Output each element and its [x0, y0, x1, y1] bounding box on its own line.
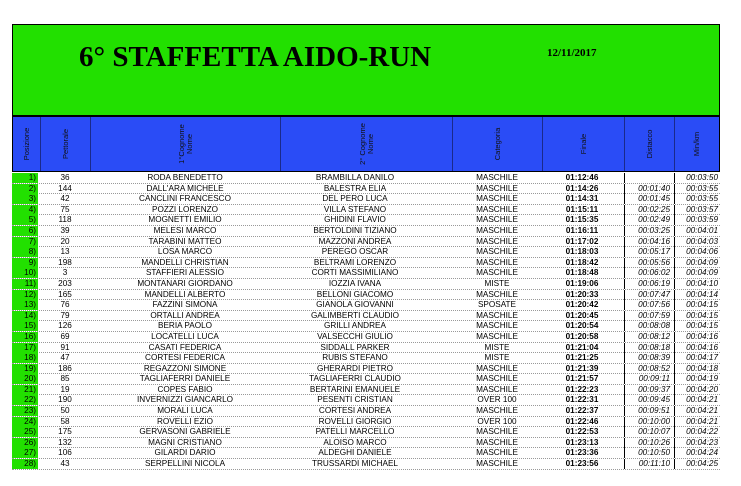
- cell-runner1-name: MAGNI CRISTIANO: [148, 437, 222, 447]
- cell-bib: 144: [58, 183, 72, 193]
- cell-category: OVER 100: [477, 416, 517, 426]
- cell-final-time: 01:19:06: [565, 278, 599, 288]
- cell-runner1-name: MANDELLI ALBERTO: [144, 289, 226, 299]
- cell-pace: 00:04:21: [674, 406, 720, 416]
- cell-runner2-name: VALSECCHI GIULIO: [317, 331, 393, 341]
- cell-final-time: 01:18:48: [565, 268, 599, 278]
- cell-runner2-name: ALDEGHI DANIELE: [318, 448, 392, 458]
- cell-position: 1): [12, 173, 38, 183]
- cell-bib: 43: [60, 459, 70, 469]
- cell-runner2-name: PATELLI MARCELLO: [315, 427, 395, 437]
- cell-gap: 00:09:37: [624, 385, 672, 395]
- cell-bib: 85: [60, 374, 70, 384]
- cell-bib: 58: [60, 416, 70, 426]
- cell-category: MASCHILE: [476, 363, 518, 373]
- cell-final-time: 01:21:57: [565, 374, 599, 384]
- cell-bib: 203: [58, 278, 72, 288]
- cell-position: 18): [12, 353, 38, 363]
- cell-pace: 00:04:22: [674, 427, 720, 437]
- cell-position: 15): [12, 321, 38, 331]
- cell-runner2-name: BELLONI GIACOMO: [316, 289, 394, 299]
- cell-bib: 69: [60, 331, 70, 341]
- cell-runner1-name: DALL'ARA MICHELE: [146, 183, 224, 193]
- cell-final-time: 01:20:42: [565, 300, 599, 310]
- table-header: [12, 116, 720, 172]
- cell-pace: 00:04:06: [674, 247, 720, 257]
- cell-category: MASCHILE: [476, 321, 518, 331]
- cell-gap: 00:02:25: [624, 205, 672, 215]
- cell-gap: 00:09:45: [624, 395, 672, 405]
- cell-pace: 00:04:01: [674, 226, 720, 236]
- cell-pace: 00:04:14: [674, 290, 720, 300]
- cell-runner1-name: SERPELLINI NICOLA: [144, 459, 226, 469]
- cell-category: MASCHILE: [476, 331, 518, 341]
- cell-bib: 76: [60, 300, 70, 310]
- cell-category: MASCHILE: [476, 374, 518, 384]
- cell-position: 26): [12, 438, 38, 448]
- cell-runner2-name: PESENTI CRISTIAN: [317, 395, 393, 405]
- header-posizione: Posizione: [13, 117, 41, 171]
- cell-final-time: 01:22:37: [565, 406, 599, 416]
- cell-runner1-name: RODA BENEDETTO: [147, 173, 223, 182]
- table-row: [12, 300, 720, 311]
- cell-final-time: 01:14:31: [565, 194, 599, 204]
- cell-runner1-name: STAFFIERI ALESSIO: [145, 268, 225, 278]
- cell-runner2-name: GHERARDI PIETRO: [317, 363, 393, 373]
- cell-position: 16): [12, 332, 38, 342]
- cell-pace: 00:04:20: [674, 385, 720, 395]
- table-row: [12, 279, 720, 290]
- cell-runner1-name: TARABINI MATTEO: [148, 236, 222, 246]
- cell-bib: 19: [60, 384, 70, 394]
- cell-category: MASCHILE: [476, 384, 518, 394]
- cell-pace: 00:04:17: [674, 353, 720, 363]
- cell-gap: 00:08:08: [624, 321, 672, 331]
- cell-bib: 198: [58, 257, 72, 267]
- cell-final-time: 01:21:04: [565, 342, 599, 352]
- cell-position: 3): [12, 194, 38, 204]
- results-table: [12, 173, 720, 470]
- table-row: [12, 184, 720, 195]
- cell-runner2-name: IOZZIA IVANA: [328, 278, 382, 288]
- cell-runner2-name: ALOISO MARCO: [323, 437, 387, 447]
- cell-gap: 00:11:10: [624, 459, 672, 469]
- title-banner: [12, 24, 720, 116]
- cell-final-time: 01:23:13: [565, 437, 599, 447]
- cell-gap: 00:01:40: [624, 184, 672, 194]
- cell-runner2-name: SIDDALL PARKER: [320, 342, 390, 352]
- cell-final-time: 01:23:56: [565, 459, 599, 469]
- cell-pace: 00:04:16: [674, 332, 720, 342]
- cell-position: 21): [12, 385, 38, 395]
- cell-category: MASCHILE: [476, 247, 518, 257]
- cell-category: OVER 100: [477, 395, 517, 405]
- cell-position: 27): [12, 448, 38, 458]
- cell-runner1-name: GILARDI DARIO: [154, 448, 216, 458]
- cell-category: MISTE: [484, 353, 510, 363]
- cell-gap: 00:08:12: [624, 332, 672, 342]
- cell-pace: 00:04:03: [674, 237, 720, 247]
- cell-runner1-name: TAGLIAFERRI DANIELE: [139, 374, 231, 384]
- cell-position: 20): [12, 374, 38, 384]
- cell-bib: 36: [60, 173, 70, 182]
- cell-category: MASCHILE: [476, 236, 518, 246]
- cell-gap: 00:07:59: [624, 311, 672, 321]
- cell-position: 5): [12, 215, 38, 225]
- cell-pace: 00:04:16: [674, 343, 720, 353]
- cell-runner1-name: CASATI FEDERICA: [148, 342, 222, 352]
- cell-runner2-name: BERTOLDINI TIZIANO: [313, 225, 397, 235]
- cell-pace: 00:04:24: [674, 448, 720, 458]
- table-row: [12, 290, 720, 301]
- cell-gap: 00:09:11: [624, 374, 672, 384]
- table-row: [12, 321, 720, 332]
- cell-runner1-name: MORALI LUCA: [157, 406, 213, 416]
- cell-pace: 00:03:50: [674, 173, 720, 183]
- header-nome1: 1°Cognome Nome: [91, 117, 281, 171]
- cell-pace: 00:04:25: [674, 459, 720, 469]
- cell-final-time: 01:22:23: [565, 384, 599, 394]
- table-row: [12, 173, 720, 184]
- table-row: [12, 194, 720, 205]
- cell-category: MISTE: [484, 278, 510, 288]
- table-row: [12, 427, 720, 438]
- cell-position: 10): [12, 268, 38, 278]
- cell-category: MASCHILE: [476, 459, 518, 469]
- cell-gap: 00:05:17: [624, 247, 672, 257]
- cell-final-time: 01:18:03: [565, 247, 599, 257]
- cell-runner1-name: MOGNETTI EMILIO: [148, 215, 222, 225]
- cell-runner2-name: BERTARINI EMANUELE: [309, 384, 401, 394]
- cell-bib: 132: [58, 437, 72, 447]
- cell-final-time: 01:16:11: [565, 225, 599, 235]
- cell-category: MASCHILE: [476, 173, 518, 182]
- cell-gap: 00:04:16: [624, 237, 672, 247]
- table-row: [12, 385, 720, 396]
- cell-gap: 00:05:56: [624, 258, 672, 268]
- cell-bib: 47: [60, 353, 70, 363]
- cell-category: MASCHILE: [476, 204, 518, 214]
- cell-pace: 00:04:19: [674, 374, 720, 384]
- table-row: [12, 311, 720, 322]
- table-row: [12, 353, 720, 364]
- cell-position: 12): [12, 290, 38, 300]
- cell-bib: 13: [60, 247, 70, 257]
- cell-position: 7): [12, 237, 38, 247]
- cell-runner2-name: BRAMBILLA DANILO: [315, 173, 395, 182]
- cell-pace: 00:03:59: [674, 215, 720, 225]
- cell-runner1-name: ORTALLI ANDREA: [150, 310, 220, 320]
- cell-pace: 00:03:57: [674, 205, 720, 215]
- cell-gap: 00:06:19: [624, 279, 672, 289]
- cell-category: MASCHILE: [476, 225, 518, 235]
- cell-final-time: 01:20:54: [565, 321, 599, 331]
- cell-runner1-name: LOCATELLI LUCA: [151, 331, 219, 341]
- cell-gap: 00:02:49: [624, 215, 672, 225]
- cell-runner1-name: REGAZZONI SIMONE: [143, 363, 227, 373]
- cell-runner1-name: ROVELLI EZIO: [157, 416, 213, 426]
- cell-final-time: 01:22:46: [565, 416, 599, 426]
- page-title: 6° STAFFETTA AIDO-RUN: [79, 41, 432, 73]
- cell-final-time: 01:14:26: [565, 183, 599, 193]
- event-date: 12/11/2017: [547, 47, 597, 59]
- cell-runner2-name: GRILLI ANDREA: [324, 321, 386, 331]
- cell-position: 9): [12, 258, 38, 268]
- cell-runner2-name: DEL PERO LUCA: [322, 194, 388, 204]
- cell-final-time: 01:20:45: [565, 310, 599, 320]
- table-row: [12, 343, 720, 354]
- cell-bib: 118: [58, 215, 72, 225]
- cell-position: 4): [12, 205, 38, 215]
- table-row: [12, 374, 720, 385]
- cell-gap: 00:10:26: [624, 438, 672, 448]
- cell-runner1-name: MANDELLI CHRISTIAN: [141, 257, 229, 267]
- cell-runner1-name: MONTANARI GIORDANO: [137, 278, 233, 288]
- cell-runner1-name: LOSA MARCO: [157, 247, 213, 257]
- cell-runner1-name: MELESI MARCO: [153, 225, 217, 235]
- cell-pace: 00:04:09: [674, 258, 720, 268]
- header-categoria: Categoria: [453, 117, 543, 171]
- cell-gap: [624, 173, 672, 183]
- cell-pace: 00:04:15: [674, 311, 720, 321]
- cell-position: 22): [12, 395, 38, 405]
- cell-gap: 00:03:25: [624, 226, 672, 236]
- cell-position: 6): [12, 226, 38, 236]
- cell-final-time: 01:22:31: [565, 395, 599, 405]
- table-row: [12, 205, 720, 216]
- cell-position: 8): [12, 247, 38, 257]
- cell-runner2-name: CORTESI ANDREA: [318, 406, 392, 416]
- cell-bib: 42: [60, 194, 70, 204]
- cell-runner2-name: ROVELLI GIORGIO: [318, 416, 392, 426]
- cell-gap: 00:09:51: [624, 406, 672, 416]
- cell-final-time: 01:15:11: [565, 204, 599, 214]
- cell-bib: 50: [60, 406, 70, 416]
- table-row: [12, 364, 720, 375]
- cell-runner2-name: BELTRAMI LORENZO: [313, 257, 397, 267]
- cell-category: MISTE: [484, 342, 510, 352]
- table-row: [12, 417, 720, 428]
- cell-bib: 106: [58, 448, 72, 458]
- cell-category: MASCHILE: [476, 183, 518, 193]
- header-distacco: Distacco: [625, 117, 675, 171]
- cell-runner1-name: CANCLINI FRANCESCO: [139, 194, 231, 204]
- header-minkm: Min/km: [692, 131, 701, 157]
- cell-pace: 00:04:15: [674, 321, 720, 331]
- cell-runner1-name: COPES FABIO: [157, 384, 213, 394]
- cell-gap: 00:08:18: [624, 343, 672, 353]
- cell-category: SPOSATE: [477, 300, 517, 310]
- cell-bib: 91: [60, 342, 70, 352]
- cell-pace: 00:04:18: [674, 364, 720, 374]
- cell-runner2-name: CORTI MASSIMILIANO: [311, 268, 399, 278]
- cell-final-time: 01:20:58: [565, 331, 599, 341]
- table-row: [12, 268, 720, 279]
- table-row: [12, 215, 720, 226]
- cell-bib: 75: [60, 204, 70, 214]
- cell-position: 23): [12, 406, 38, 416]
- cell-position: 2): [12, 184, 38, 194]
- cell-gap: 00:07:47: [624, 290, 672, 300]
- table-row: [12, 448, 720, 459]
- cell-position: 24): [12, 417, 38, 427]
- table-row: [12, 226, 720, 237]
- cell-runner1-name: FAZZINI SIMONA: [152, 300, 218, 310]
- cell-runner1-name: GERVASONI GABRIELE: [139, 427, 231, 437]
- cell-pace: 00:04:23: [674, 438, 720, 448]
- cell-category: MASCHILE: [476, 437, 518, 447]
- cell-runner2-name: GHIDINI FLAVIO: [324, 215, 386, 225]
- cell-runner1-name: INVERNIZZI GIANCARLO: [137, 395, 233, 405]
- cell-position: 13): [12, 300, 38, 310]
- cell-gap: 00:10:50: [624, 448, 672, 458]
- cell-pace: 00:04:10: [674, 279, 720, 289]
- cell-runner2-name: GIANOLA GIOVANNI: [316, 300, 394, 310]
- cell-bib: 39: [60, 225, 70, 235]
- cell-category: MASCHILE: [476, 406, 518, 416]
- cell-position: 11): [12, 279, 38, 289]
- cell-gap: 00:10:07: [624, 427, 672, 437]
- cell-runner2-name: GALIMBERTI CLAUDIO: [310, 310, 400, 320]
- cell-category: MASCHILE: [476, 427, 518, 437]
- cell-pace: 00:04:21: [674, 395, 720, 405]
- cell-runner1-name: POZZI LORENZO: [152, 204, 218, 214]
- table-row: [12, 258, 720, 269]
- cell-runner2-name: RUBIS STEFANO: [322, 353, 388, 363]
- cell-pace: 00:04:15: [674, 300, 720, 310]
- cell-gap: 00:06:02: [624, 268, 672, 278]
- cell-position: 28): [12, 459, 38, 469]
- table-row: [12, 406, 720, 417]
- cell-final-time: 01:22:53: [565, 427, 599, 437]
- cell-category: MASCHILE: [476, 268, 518, 278]
- cell-position: 25): [12, 427, 38, 437]
- cell-runner1-name: BERIA PAOLO: [158, 321, 212, 331]
- cell-position: 14): [12, 311, 38, 321]
- cell-final-time: 01:21:25: [565, 353, 599, 363]
- cell-runner1-name: CORTESI FEDERICA: [145, 353, 225, 363]
- cell-bib: 190: [58, 395, 72, 405]
- cell-pace: 00:03:55: [674, 184, 720, 194]
- table-row: [12, 247, 720, 258]
- cell-final-time: 01:15:35: [565, 215, 599, 225]
- cell-bib: 175: [58, 427, 72, 437]
- cell-pace: 00:04:21: [674, 417, 720, 427]
- cell-gap: 00:08:52: [624, 364, 672, 374]
- table-row: [12, 395, 720, 406]
- cell-bib: 126: [58, 321, 72, 331]
- header-pettorale: Pettorale: [41, 117, 91, 171]
- cell-runner2-name: VILLA STEFANO: [323, 204, 387, 214]
- table-row: [12, 438, 720, 449]
- cell-category: MASCHILE: [476, 257, 518, 267]
- cell-final-time: 01:23:36: [565, 448, 599, 458]
- cell-final-time: 01:20:33: [565, 289, 599, 299]
- cell-gap: 00:08:39: [624, 353, 672, 363]
- cell-category: MASCHILE: [476, 194, 518, 204]
- cell-gap: 00:10:00: [624, 417, 672, 427]
- cell-gap: 00:07:56: [624, 300, 672, 310]
- cell-final-time: 01:21:39: [565, 363, 599, 373]
- cell-final-time: 01:18:42: [565, 257, 599, 267]
- table-row: [12, 237, 720, 248]
- cell-category: MASCHILE: [476, 215, 518, 225]
- cell-final-time: 01:17:02: [565, 236, 599, 246]
- header-nome2: 2° Cognome Nome: [281, 117, 453, 171]
- cell-category: MASCHILE: [476, 310, 518, 320]
- cell-runner2-name: BALESTRA ELIA: [323, 183, 387, 193]
- cell-position: 17): [12, 343, 38, 353]
- cell-bib: 186: [58, 363, 72, 373]
- cell-pace: 00:03:55: [674, 194, 720, 204]
- cell-category: MASCHILE: [476, 448, 518, 458]
- cell-runner2-name: TAGLIAFERRI CLAUDIO: [309, 374, 401, 384]
- cell-position: 19): [12, 364, 38, 374]
- table-row: [12, 459, 720, 470]
- cell-bib: 20: [60, 236, 70, 246]
- cell-final-time: 01:12:46: [565, 173, 599, 182]
- cell-bib: 3: [62, 268, 68, 278]
- cell-runner2-name: TRUSSARDI MICHAEL: [312, 459, 398, 469]
- cell-pace: 00:04:09: [674, 268, 720, 278]
- cell-bib: 79: [60, 310, 70, 320]
- cell-gap: 00:01:45: [624, 194, 672, 204]
- cell-bib: 165: [58, 289, 72, 299]
- table-row: [12, 332, 720, 343]
- header-finale: Finale: [543, 117, 625, 171]
- cell-runner2-name: MAZZONI ANDREA: [318, 236, 392, 246]
- cell-category: MASCHILE: [476, 289, 518, 299]
- cell-runner2-name: PEREGO OSCAR: [321, 247, 389, 257]
